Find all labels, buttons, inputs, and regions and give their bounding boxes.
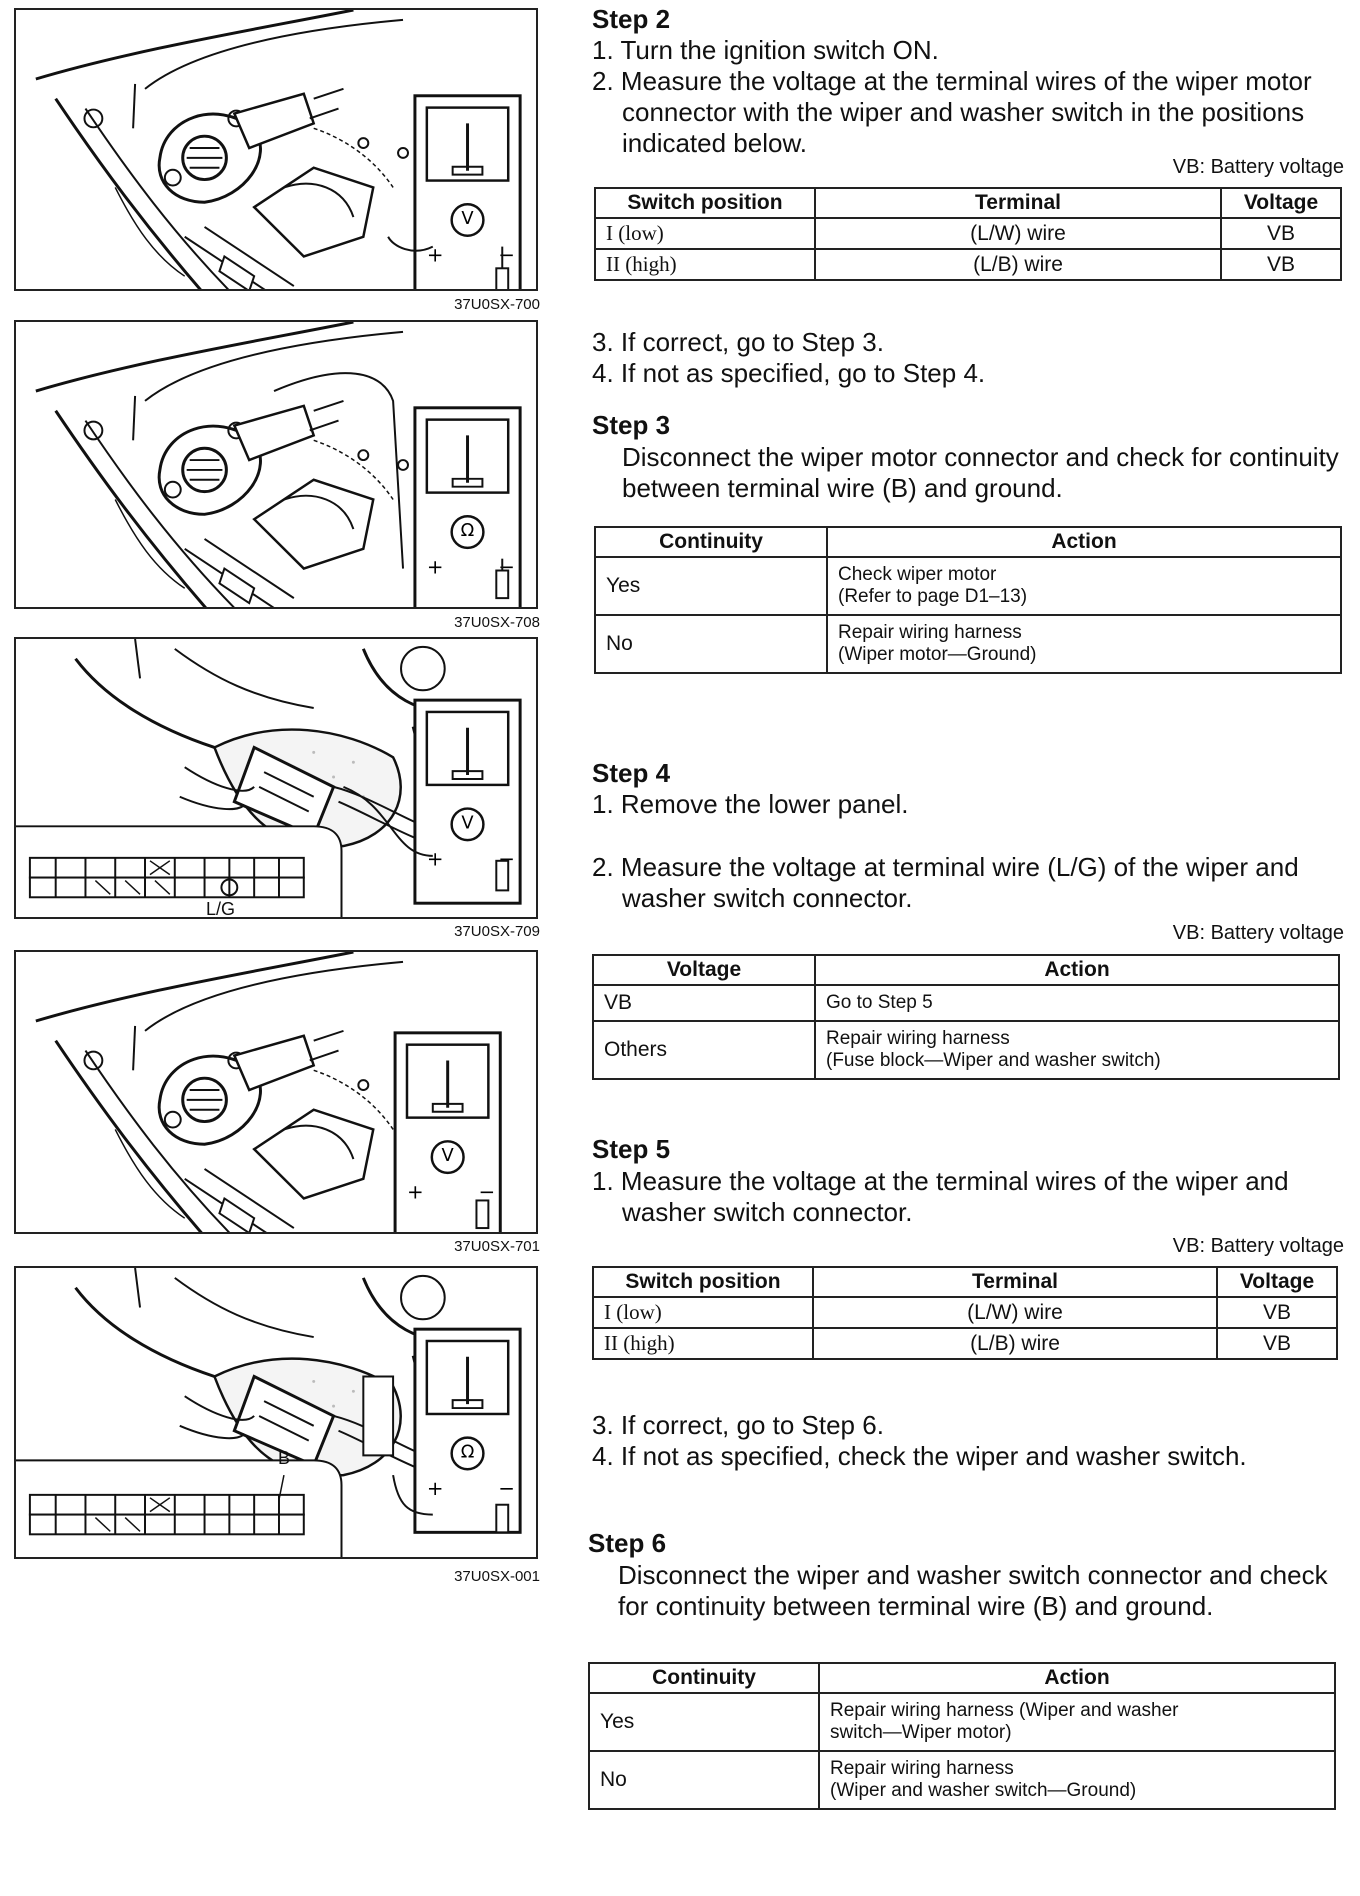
table-row bbox=[595, 249, 1341, 280]
figure-switch-voltage-lg bbox=[14, 637, 538, 919]
step4-line-2: 2. Measure the voltage at terminal wire (L/G) of the wiper and washer switch connector. bbox=[592, 852, 1299, 913]
figure-switch-voltage-terminals bbox=[14, 950, 538, 1234]
figure-code: 37U0SX-001 bbox=[454, 1568, 540, 1585]
meter-mode-label: V bbox=[441, 1145, 454, 1166]
header-switch-position: Switch position bbox=[595, 188, 815, 218]
table-header-row bbox=[593, 955, 1339, 985]
cell-continuity: Yes bbox=[589, 1693, 819, 1751]
meter-mode-label: Ω bbox=[460, 520, 475, 541]
cell-terminal: (L/W) wire bbox=[813, 1297, 1217, 1328]
meter-mode-label: V bbox=[461, 207, 474, 229]
figure-wiper-motor-voltage bbox=[14, 8, 538, 291]
cell-continuity: Yes bbox=[595, 557, 827, 615]
cell-voltage: VB bbox=[1217, 1297, 1337, 1328]
step5-line-1: 1. Measure the voltage at the terminal wires of the wiper and washer switch connector. bbox=[592, 1166, 1289, 1227]
figure-code: 37U0SX-701 bbox=[454, 1238, 540, 1255]
figure-switch-continuity-b bbox=[14, 1266, 538, 1559]
cell-action: Check wiper motor (Refer to page D1–13) bbox=[827, 557, 1341, 615]
cell-switch: I (low) bbox=[595, 218, 815, 249]
header-voltage: Voltage bbox=[1221, 188, 1341, 218]
step3-table bbox=[594, 526, 1342, 674]
step2-after-2: 4. If not as specified, go to Step 4. bbox=[592, 358, 986, 388]
step4-title: Step 4 bbox=[592, 758, 671, 788]
cell-voltage: VB bbox=[1221, 249, 1341, 280]
cell-terminal: (L/B) wire bbox=[813, 1328, 1217, 1359]
table-row bbox=[593, 1328, 1337, 1359]
cell-action: Repair wiring harness (Wiper motor—Ground) bbox=[827, 615, 1341, 673]
figure-code: 37U0SX-709 bbox=[454, 923, 540, 940]
step2-title: Step 2 bbox=[592, 4, 671, 34]
cell-voltage: VB bbox=[1221, 218, 1341, 249]
cell-voltage: VB bbox=[1217, 1328, 1337, 1359]
cell-switch: II (high) bbox=[593, 1328, 813, 1359]
step5-title: Step 5 bbox=[592, 1134, 671, 1164]
figure-code: 37U0SX-708 bbox=[454, 614, 540, 631]
figure-wiper-motor-continuity bbox=[14, 320, 538, 609]
step3-title: Step 3 bbox=[592, 410, 671, 440]
cell-continuity: No bbox=[589, 1751, 819, 1809]
header-terminal: Terminal bbox=[815, 188, 1221, 218]
step4-note: VB: Battery voltage bbox=[1172, 922, 1344, 944]
header-action: Action bbox=[815, 955, 1339, 985]
table-row bbox=[593, 1297, 1337, 1328]
step5-note: VB: Battery voltage bbox=[1172, 1235, 1344, 1257]
step5-table bbox=[592, 1266, 1338, 1360]
inset-terminal-label: B bbox=[278, 1448, 291, 1468]
table-header-row bbox=[589, 1663, 1335, 1693]
meter-mode-label: Ω bbox=[460, 1441, 475, 1463]
cell-switch: II (high) bbox=[595, 249, 815, 280]
meter-mode-label: V bbox=[461, 812, 474, 834]
header-continuity: Continuity bbox=[595, 527, 827, 557]
table-row bbox=[595, 557, 1341, 615]
table-header-row bbox=[595, 188, 1341, 218]
cell-action: Repair wiring harness (Wiper and washer switch—Wiper motor) bbox=[819, 1693, 1335, 1751]
step2-after-1: 3. If correct, go to Step 3. bbox=[592, 327, 884, 357]
step2-table bbox=[594, 187, 1342, 281]
header-terminal: Terminal bbox=[813, 1267, 1217, 1297]
header-switch-position: Switch position bbox=[593, 1267, 813, 1297]
step6-table bbox=[588, 1662, 1336, 1810]
step5-after-1: 3. If correct, go to Step 6. bbox=[592, 1410, 884, 1440]
switch-connector-illustration bbox=[16, 1268, 536, 1557]
cell-terminal: (L/B) wire bbox=[815, 249, 1221, 280]
step6-text: Disconnect the wiper and washer switch connector and check for continuity between terminal wire (B) and ground. bbox=[618, 1560, 1328, 1621]
header-continuity: Continuity bbox=[589, 1663, 819, 1693]
header-action: Action bbox=[819, 1663, 1335, 1693]
step2-line-1: 1. Turn the ignition switch ON. bbox=[592, 35, 939, 65]
table-row bbox=[589, 1693, 1335, 1751]
step2-line-2: 2. Measure the voltage at the terminal wires of the wiper motor connector with the wiper and washer switch in the positions indicated below. bbox=[592, 66, 1312, 158]
wiper-motor-illustration bbox=[16, 322, 536, 607]
step4-line-1: 1. Remove the lower panel. bbox=[592, 789, 909, 819]
step5-after-2: 4. If not as specified, check the wiper and washer switch. bbox=[592, 1441, 1247, 1471]
step3-text: Disconnect the wiper motor connector and check for continuity between terminal wire (B) and ground. bbox=[622, 442, 1339, 503]
cell-switch: I (low) bbox=[593, 1297, 813, 1328]
table-header-row bbox=[593, 1267, 1337, 1297]
procedure-column bbox=[588, 0, 1344, 1896]
header-action: Action bbox=[827, 527, 1341, 557]
header-voltage: Voltage bbox=[1217, 1267, 1337, 1297]
figure-code: 37U0SX-700 bbox=[454, 296, 540, 313]
table-row bbox=[593, 985, 1339, 1021]
inset-terminal-label: L/G bbox=[206, 899, 236, 919]
cell-action: Go to Step 5 bbox=[815, 985, 1339, 1021]
wiper-motor-illustration bbox=[16, 10, 536, 289]
cell-voltage: Others bbox=[593, 1021, 815, 1079]
wiper-motor-illustration bbox=[16, 952, 536, 1232]
step2-note: VB: Battery voltage bbox=[1172, 156, 1344, 178]
table-header-row bbox=[595, 527, 1341, 557]
cell-action: Repair wiring harness (Wiper and washer switch—Ground) bbox=[819, 1751, 1335, 1809]
table-row bbox=[595, 218, 1341, 249]
step6-title: Step 6 bbox=[588, 1528, 667, 1558]
cell-terminal: (L/W) wire bbox=[815, 218, 1221, 249]
table-row bbox=[595, 615, 1341, 673]
header-voltage: Voltage bbox=[593, 955, 815, 985]
cell-action: Repair wiring harness (Fuse block—Wiper and washer switch) bbox=[815, 1021, 1339, 1079]
table-row bbox=[593, 1021, 1339, 1079]
cell-continuity: No bbox=[595, 615, 827, 673]
cell-voltage: VB bbox=[593, 985, 815, 1021]
table-row bbox=[589, 1751, 1335, 1809]
switch-connector-illustration bbox=[16, 639, 536, 917]
step4-table bbox=[592, 954, 1340, 1080]
